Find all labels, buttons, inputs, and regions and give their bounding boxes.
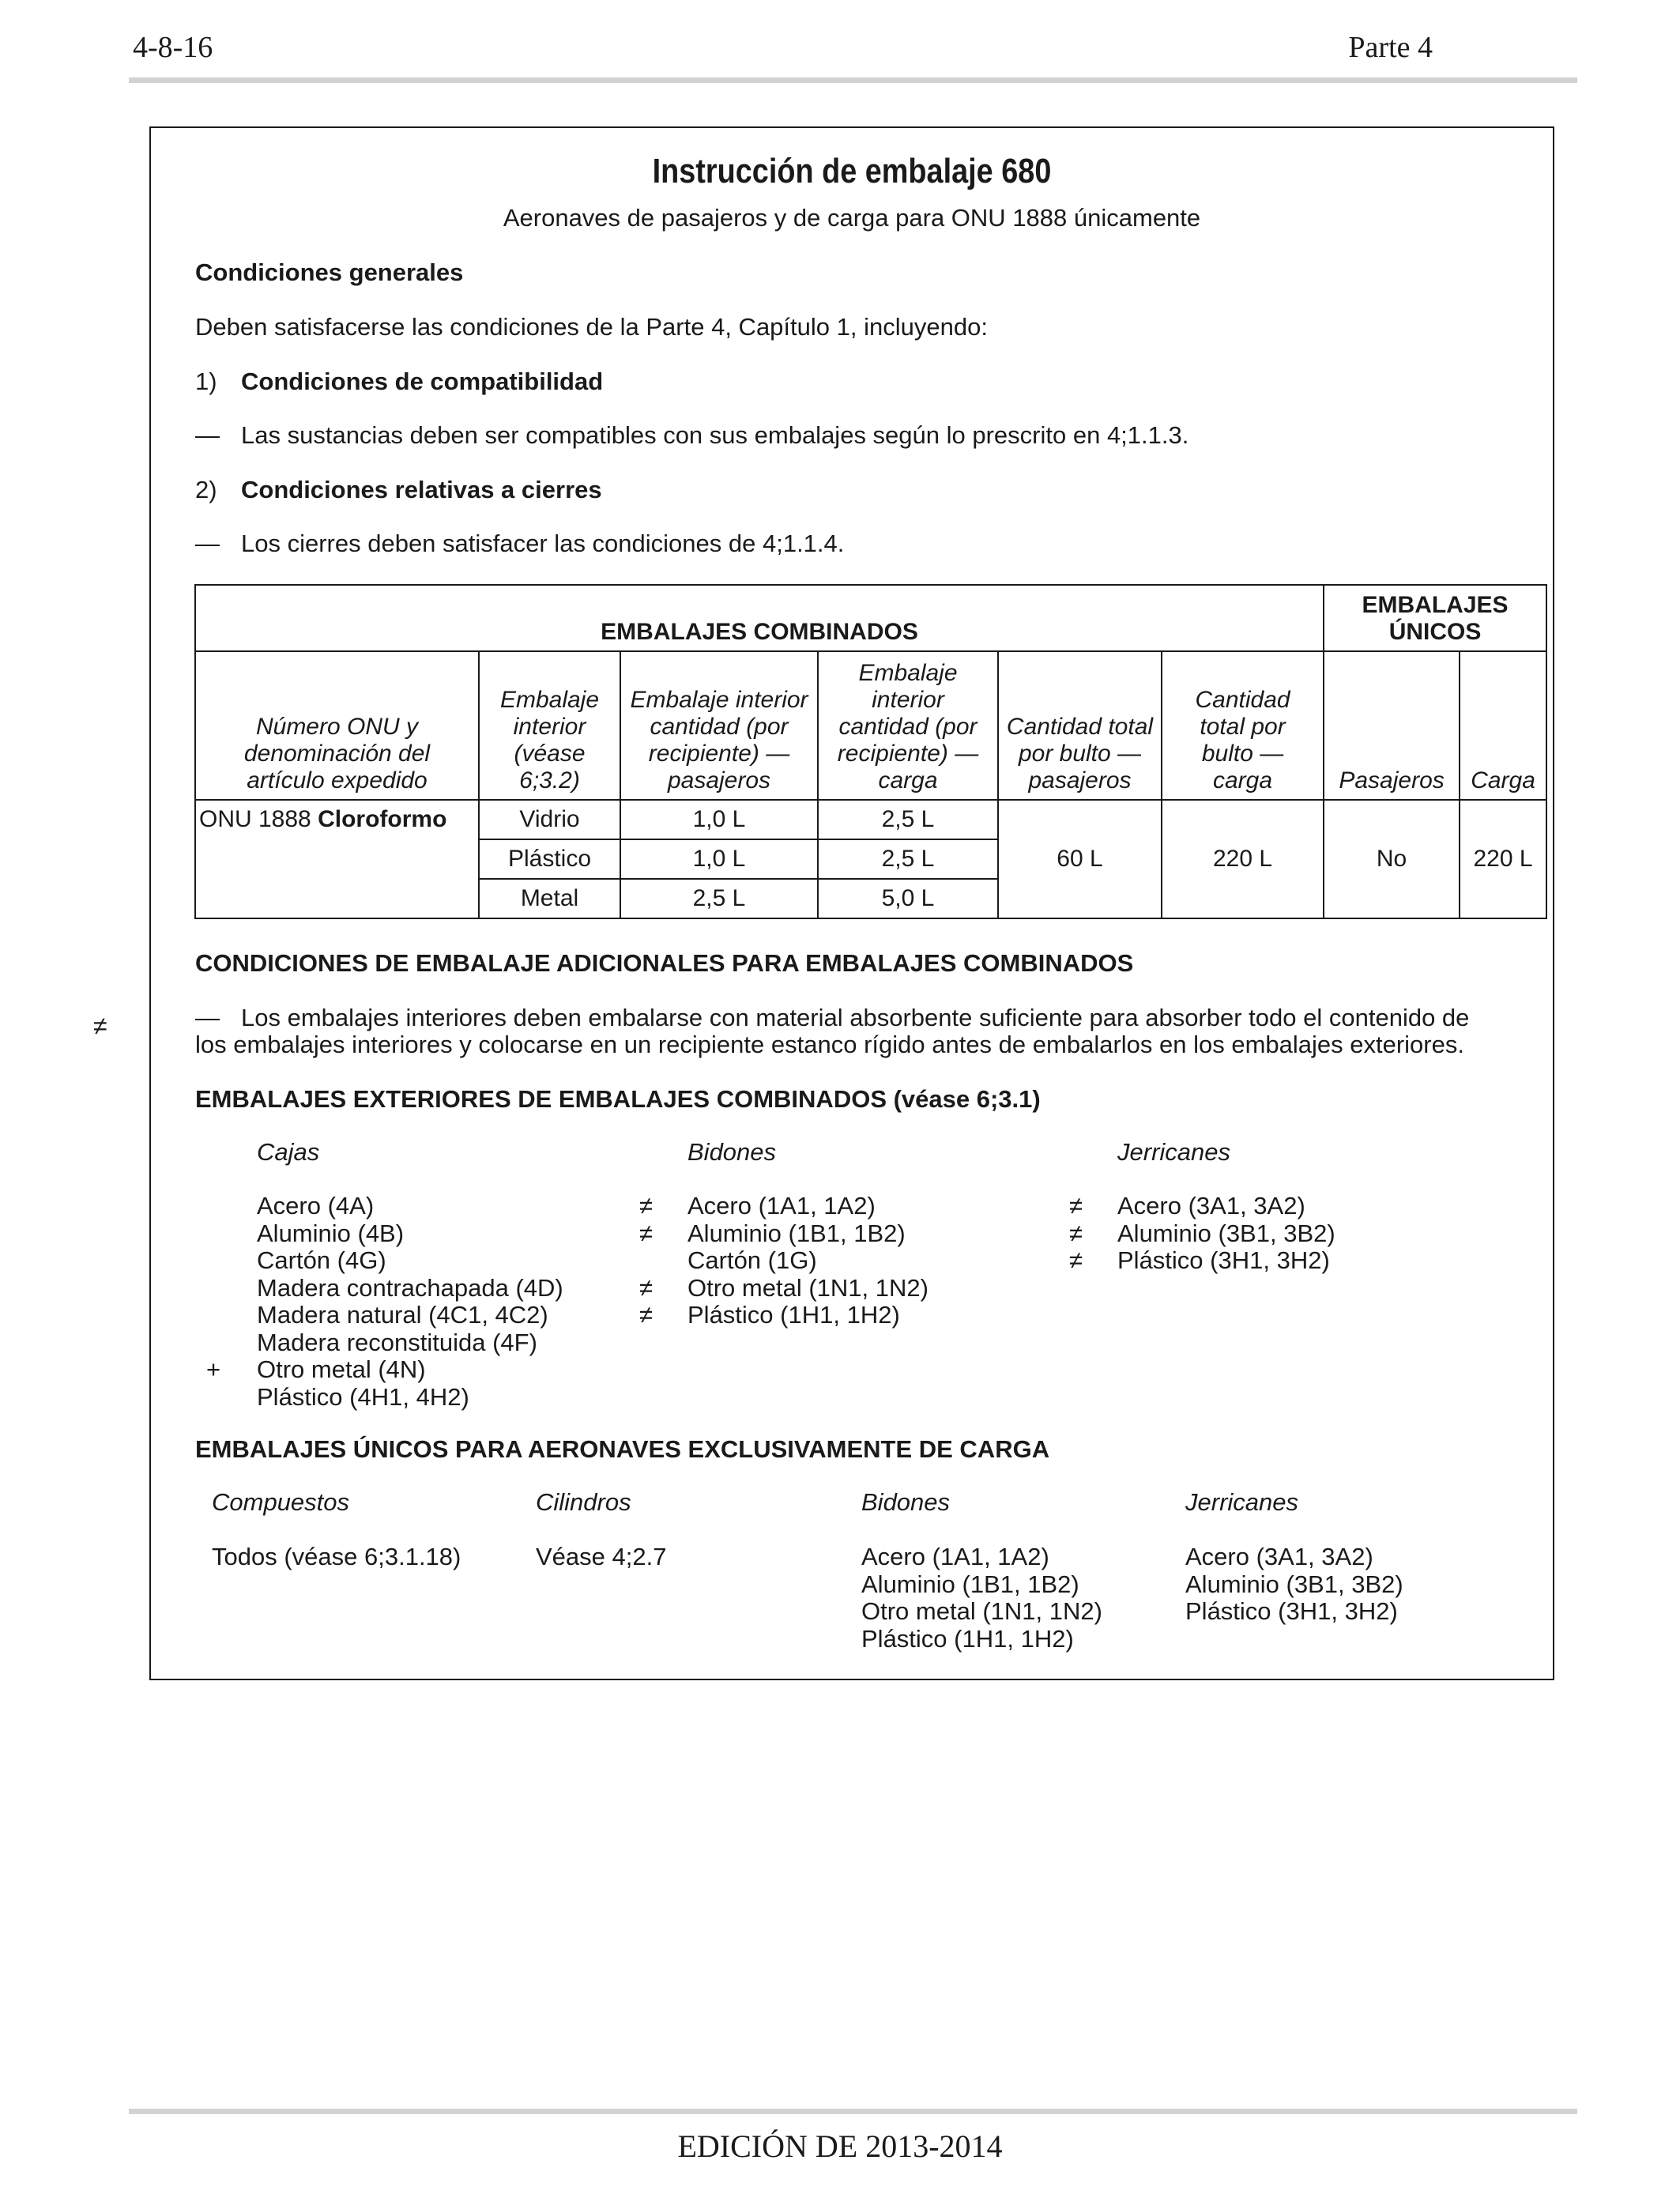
col-header-qty-pax [620, 651, 818, 800]
combined-header: EMBALAJES COMBINADOS [195, 585, 1324, 651]
instruction-subtitle: Aeronaves de pasajeros y de carga para ONU 1888 únicamente [503, 204, 1201, 232]
single-cilindros-list [536, 1544, 666, 1571]
list-item: Aluminio (3B1, 3B2) [1185, 1570, 1403, 1598]
condition-2-text [195, 530, 844, 558]
additional-text-1: Los embalajes interiores deben embalarse con material absorbente suficiente para absorber todo el contenido de [241, 1004, 1470, 1031]
col-header-line: recipiente) — [837, 741, 979, 767]
col-header-single-cargo [1460, 651, 1546, 800]
list-text: Plástico (3H1, 3H2) [1117, 1246, 1330, 1274]
single-jerricanes-title: Jerricanes [1185, 1488, 1298, 1516]
list-text: Cartón (4G) [257, 1246, 386, 1274]
col-header-line: Carga [1471, 767, 1535, 794]
col-header-line: Cantidad total [1006, 714, 1154, 740]
list-text: Plástico (4H1, 4H2) [257, 1382, 469, 1411]
un-name: Cloroformo [318, 806, 447, 832]
condition-2-body: Los cierres deben satisfacer las condiciones de 4;1.1.4. [241, 530, 845, 557]
additional-line-1 [195, 1004, 1469, 1032]
list-mark: ≠ [639, 1301, 654, 1329]
col-header-un [195, 651, 479, 800]
change-mark: ≠ [93, 1012, 107, 1040]
list-item [1069, 1220, 1335, 1248]
list-item [206, 1384, 563, 1412]
list-item [1069, 1247, 1335, 1275]
single-compuestos-list [212, 1544, 461, 1571]
list-item [206, 1356, 563, 1384]
un-entry-cell [195, 800, 479, 918]
list-text: Otro metal (1N1, 1N2) [687, 1273, 929, 1302]
table-cell: Plástico [479, 839, 620, 879]
list-mark: ≠ [1069, 1219, 1083, 1247]
total-pax-cell: 60 L [998, 800, 1162, 918]
footer-rule [129, 2109, 1577, 2114]
list-text: Madera natural (4C1, 4C2) [257, 1301, 548, 1329]
col-header-line: interior [872, 687, 944, 713]
col-header-line: Pasajeros [1339, 767, 1445, 794]
part-label: Parte 4 [1348, 31, 1433, 64]
col-header-line: recipiente) — [648, 741, 790, 767]
col-header-line: cantidad (por [838, 714, 977, 740]
outer-cajas-title: Cajas [257, 1138, 320, 1166]
col-header-line: pasajeros [1028, 767, 1132, 794]
col-header-line: cantidad (por [650, 714, 789, 740]
table-cell: Metal [479, 879, 620, 918]
table-cell: 5,0 L [818, 879, 998, 918]
condition-2-title: Condiciones relativas a cierres [241, 476, 602, 503]
list-item: Acero (1A1, 1A2) [861, 1543, 1049, 1570]
dash: — [195, 530, 220, 557]
list-mark: ≠ [639, 1192, 654, 1220]
list-item [206, 1302, 563, 1329]
condition-1-text [195, 421, 1188, 450]
list-mark: ≠ [639, 1219, 654, 1247]
list-text: Madera contrachapada (4D) [257, 1273, 563, 1302]
list-mark: + [206, 1355, 221, 1383]
outer-jerricanes-title: Jerricanes [1117, 1138, 1230, 1166]
col-header-single-pax [1324, 651, 1460, 800]
col-header-line: Número ONU y [255, 714, 419, 740]
page-number: 4-8-16 [133, 31, 213, 64]
col-header-line: bulto — [1201, 741, 1284, 767]
list-text: Madera reconstituida (4F) [257, 1328, 537, 1356]
condition-1-title: Condiciones de compatibilidad [241, 368, 604, 395]
col-header-line: denominación del [243, 741, 431, 767]
single-cargo-cell: 220 L [1460, 800, 1546, 918]
col-header-line: Embalaje interior [630, 687, 808, 713]
col-header-line: (véase [514, 741, 586, 767]
list-item: Plástico (1H1, 1H2) [861, 1624, 1074, 1653]
list-text: Plástico (1H1, 1H2) [687, 1301, 900, 1329]
list-item: Véase 4;2.7 [536, 1543, 667, 1570]
list-text: Acero (1A1, 1A2) [687, 1192, 876, 1220]
single-header-line1: EMBALAJES [1362, 592, 1509, 618]
condition-2 [195, 476, 602, 504]
list-item [206, 1220, 563, 1248]
col-header-inner [479, 651, 620, 800]
col-header-total-pax [998, 651, 1162, 800]
table-cell: 1,0 L [620, 800, 818, 839]
outer-bidones-list [639, 1193, 929, 1329]
list-item [206, 1275, 563, 1302]
col-header-line: Cantidad [1195, 687, 1290, 713]
general-heading: Condiciones generales [195, 258, 464, 286]
condition-1-body: Las sustancias deben ser compatibles con sus embalajes según lo prescrito en 4;1.1.3. [241, 421, 1189, 449]
col-header-line: pasajeros [667, 767, 771, 794]
col-header-line: carga [1213, 767, 1273, 794]
single-header [1324, 585, 1546, 651]
edition-label: EDICIÓN DE 2013-2014 [677, 2128, 1003, 2164]
table-cell: 2,5 L [818, 839, 998, 879]
additional-line-2: los embalajes interiores y colocarse en un recipiente estanco rígido antes de embalarlos en los embalajes exteriores. [195, 1031, 1464, 1058]
dash: — [195, 421, 220, 449]
col-header-line: artículo expedido [247, 767, 428, 794]
col-header-line: interior [513, 714, 586, 740]
list-item [1069, 1193, 1335, 1220]
list-text: Aluminio (1B1, 1B2) [687, 1219, 906, 1247]
table-cell: 2,5 L [818, 800, 998, 839]
list-item [639, 1220, 929, 1248]
single-header-line2: ÚNICOS [1388, 619, 1482, 645]
header-rule [129, 77, 1577, 83]
list-item: Aluminio (1B1, 1B2) [861, 1570, 1079, 1598]
table-cell: 2,5 L [620, 879, 818, 918]
condition-2-number: 2) [195, 476, 217, 503]
additional-heading: CONDICIONES DE EMBALAJE ADICIONALES PARA EMBALAJES COMBINADOS [195, 949, 1134, 977]
list-item: Otro metal (1N1, 1N2) [861, 1597, 1102, 1625]
col-header-line: por bulto — [1018, 741, 1142, 767]
list-item: Acero (3A1, 3A2) [1185, 1543, 1373, 1570]
col-header-line: Embalaje [858, 660, 958, 686]
single-bidones-title: Bidones [861, 1488, 951, 1516]
list-item [639, 1247, 929, 1275]
condition-1-number: 1) [195, 368, 217, 395]
list-text: Acero (3A1, 3A2) [1117, 1192, 1305, 1220]
list-item: Todos (véase 6;3.1.18) [212, 1543, 461, 1570]
col-header-line: total por [1200, 714, 1286, 740]
table-cell: Vidrio [479, 800, 620, 839]
outer-cajas-list [206, 1193, 563, 1411]
col-header-line: Embalaje [499, 687, 600, 713]
outer-jerricanes-list [1069, 1193, 1335, 1275]
list-text: Acero (4A) [257, 1192, 375, 1220]
instruction-title: Instrucción de embalaje 680 [652, 152, 1052, 190]
col-header-qty-cargo [818, 651, 998, 800]
single-jerricanes-list [1185, 1544, 1403, 1626]
single-compuestos-title: Compuestos [212, 1488, 350, 1516]
col-header-total-cargo [1162, 651, 1324, 800]
single-bidones-list [861, 1544, 1102, 1653]
list-mark: ≠ [1069, 1246, 1083, 1274]
outer-heading: EMBALAJES EXTERIORES DE EMBALAJES COMBINADOS (véase 6;3.1) [195, 1085, 1041, 1113]
list-mark: ≠ [639, 1273, 654, 1302]
condition-1 [195, 368, 603, 396]
col-header-line: carga [878, 767, 938, 794]
table-cell: 1,0 L [620, 839, 818, 879]
single-heading: EMBALAJES ÚNICOS PARA AERONAVES EXCLUSIVAMENTE DE CARGA [195, 1435, 1050, 1463]
packaging-table [194, 584, 1547, 919]
list-item [206, 1329, 563, 1357]
total-cargo-cell: 220 L [1162, 800, 1324, 918]
outer-bidones-title: Bidones [687, 1138, 777, 1166]
list-item [639, 1302, 929, 1329]
un-number: ONU 1888 [199, 806, 311, 832]
dash: — [195, 1004, 220, 1031]
general-text: Deben satisfacerse las condiciones de la Parte 4, Capítulo 1, incluyendo: [195, 313, 988, 341]
list-text: Otro metal (4N) [257, 1355, 426, 1383]
list-item [206, 1247, 563, 1275]
single-pax-cell: No [1324, 800, 1460, 918]
list-mark: ≠ [1069, 1192, 1083, 1220]
list-item [206, 1193, 563, 1220]
col-header-line: 6;3.2) [519, 767, 580, 794]
list-item [639, 1193, 929, 1220]
list-text: Cartón (1G) [687, 1246, 817, 1274]
list-item [639, 1275, 929, 1302]
single-cilindros-title: Cilindros [536, 1488, 631, 1516]
list-item: Plástico (3H1, 3H2) [1185, 1597, 1398, 1625]
list-text: Aluminio (3B1, 3B2) [1117, 1219, 1335, 1247]
list-text: Aluminio (4B) [257, 1219, 405, 1247]
